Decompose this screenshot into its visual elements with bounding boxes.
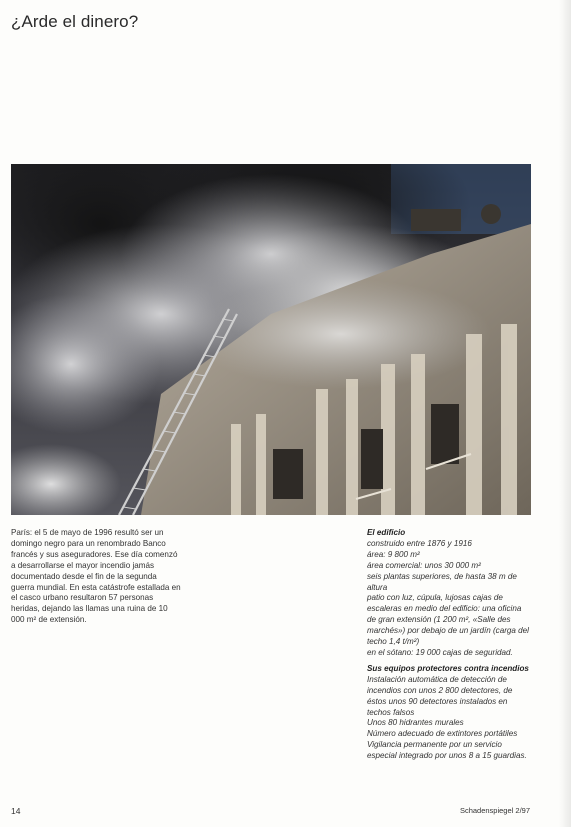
burning-building-image [11, 164, 531, 515]
page-title: ¿Arde el dinero? [11, 12, 139, 31]
building-line: patio con luz, cúpula, lujosas cajas de escaleras en medio del edificio: una oficina de gran extensión (1 200 m², «Salle des marchés») por debajo de un jardín (carga del techo 1,4 t/m²) [367, 593, 529, 647]
protection-line: Vigilancia permanente por un servicio especial integrado por unos 8 a 15 guardias. [367, 740, 527, 761]
page-edge-shadow [559, 0, 571, 827]
intro-paragraph: París: el 5 de mayo de 1996 resultó ser un domingo negro para un renombrado Banco francés y sus aseguradores. Ese día comenzó a desarrollarse el mayor incendio jamás documentado desde el fin de la segunda guerra mundial. En esta catástrofe estallada en el casco urbano resultaron 57 personas heridas, dejando las llamas una ruina de 10 000 m² de extensión. [11, 528, 181, 625]
building-line: en el sótano: 19 000 cajas de seguridad. [367, 647, 513, 657]
journal-footer: Schadenspiegel 2/97 [459, 806, 530, 815]
building-line: área comercial: unos 30 000 m² [367, 560, 481, 570]
page-number: 14 [11, 806, 21, 816]
fire-photo [11, 164, 531, 515]
protection-line: Instalación automática de detección de incendios con unos 2 800 detectores, de éstos unos 90 detectores instalados en techos falsos [367, 674, 513, 717]
building-line: seis plantas superiores, de hasta 38 m de altura [367, 571, 517, 592]
protection-line: Número adecuado de extintores portátiles [367, 729, 518, 739]
protection-section [367, 664, 531, 762]
facts-column [367, 528, 531, 767]
protection-line: Unos 80 hidrantes murales [367, 718, 464, 728]
building-section [367, 528, 531, 659]
protection-heading: Sus equipos protectores contra incendios [367, 663, 529, 673]
building-line: construido entre 1876 y 1916 [367, 538, 472, 548]
building-line: área: 9 800 m² [367, 549, 420, 559]
building-heading: El edificio [367, 528, 406, 537]
